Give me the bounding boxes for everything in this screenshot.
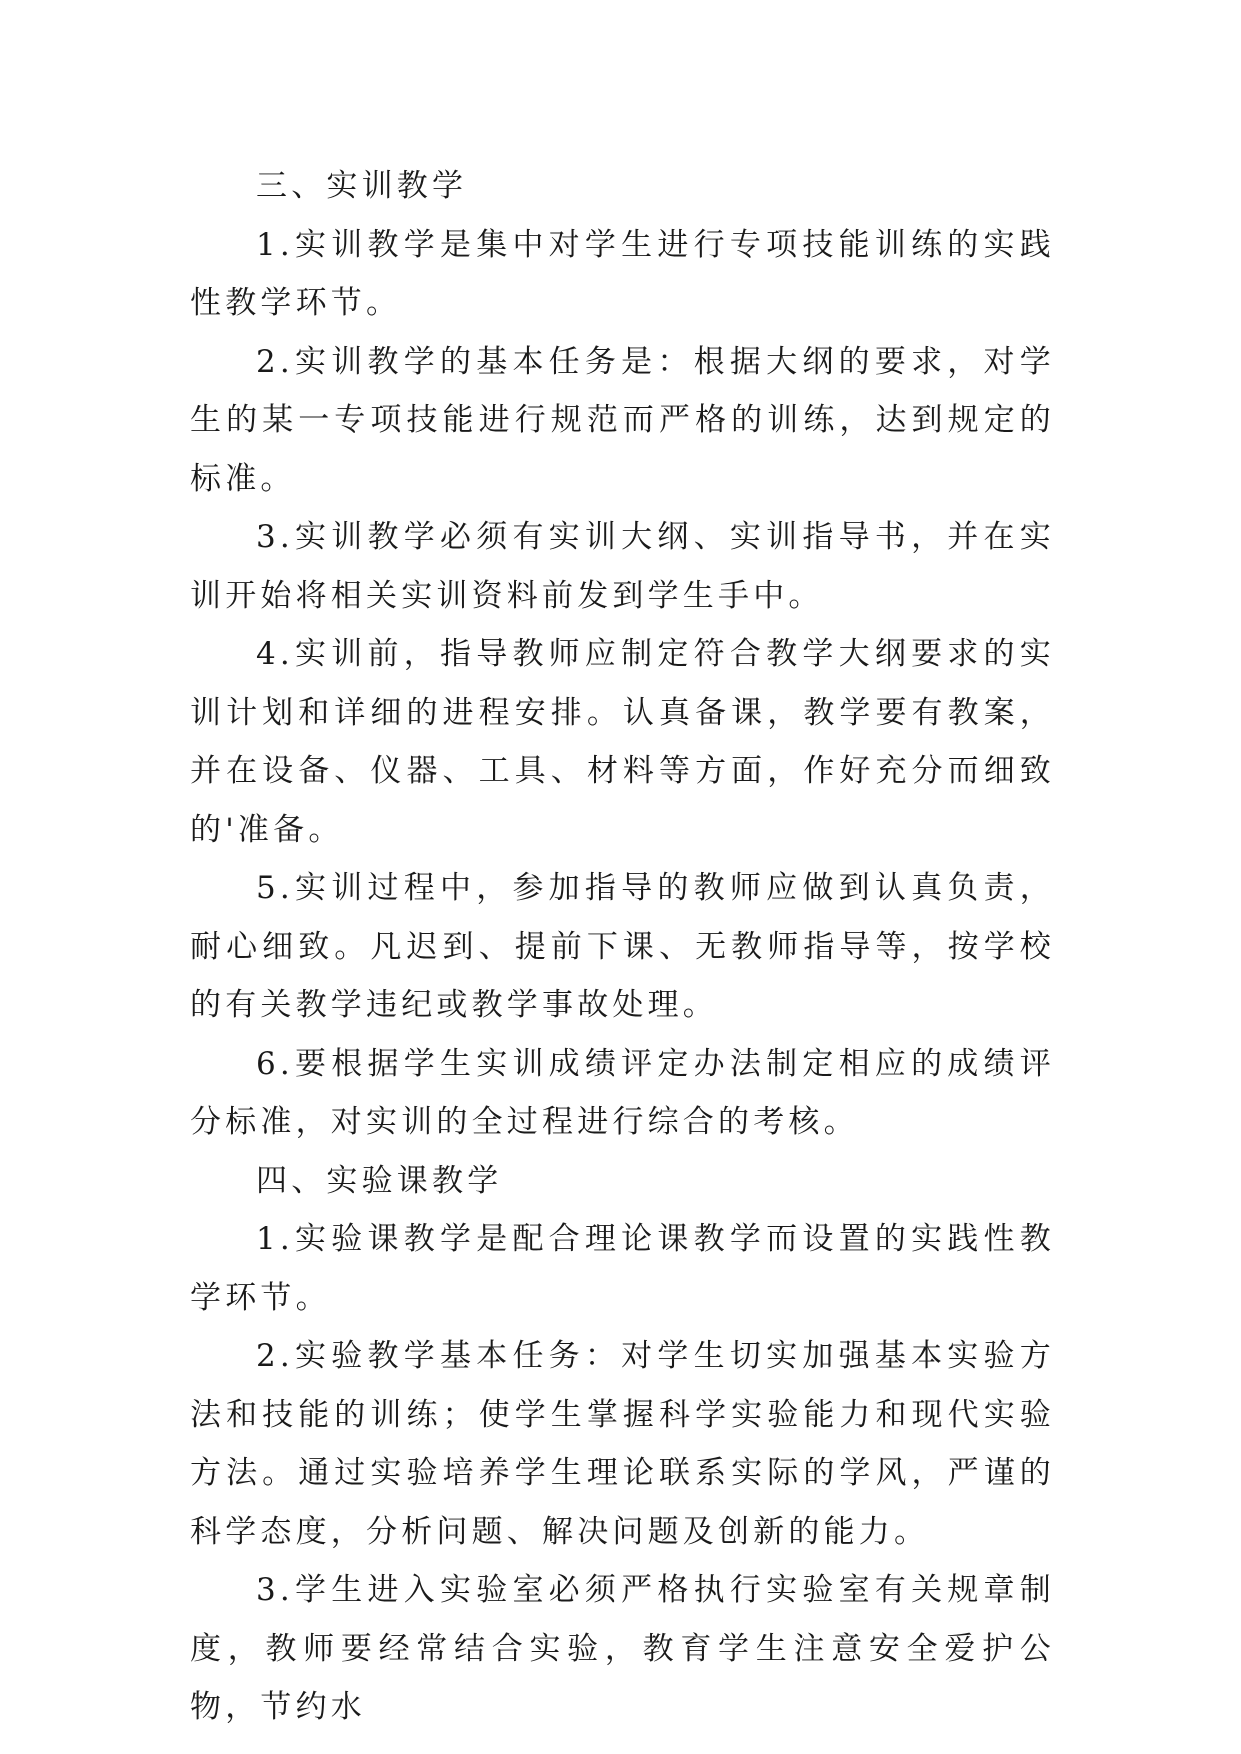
paragraph-7: 1.实验课教学是配合理论课教学而设置的实践性教学环节。 <box>190 1221 1055 1316</box>
section-heading-shiyan: 四、实验课教学 <box>256 1162 503 1199</box>
section-heading-shixun: 三、实训教学 <box>256 168 468 204</box>
document-body <box>190 157 1055 1737</box>
paragraph-5: 5.实训过程中，参加指导的教师应做到认真负责，耐心细致。凡迟到、提前下课、无教师指导等，按学校的有关教学违纪或教学事故处理。 <box>190 870 1055 1023</box>
paragraph-4: 4.实训前，指导教师应制定符合教学大纲要求的实训计划和详细的进程安排。认真备课，教学要有教案，并在设备、仪器、工具、材料等方面，作好充分而细致的'准备。 <box>190 636 1055 848</box>
paragraph-1: 1.实训教学是集中对学生进行专项技能训练的实践性教学环节。 <box>190 226 1055 321</box>
paragraph-3: 3.实训教学必须有实训大纲、实训指导书，并在实训开始将相关实训资料前发到学生手中。 <box>190 519 1055 614</box>
paragraph-2: 2.实训教学的基本任务是：根据大纲的要求，对学生的某一专项技能进行规范而严格的训练，达到规定的标准。 <box>190 343 1055 497</box>
paragraph-9: 3.学生进入实验室必须严格执行实验室有关规章制度，教师要经常结合实验，教育学生注意安全爱护公物，节约水 <box>190 1572 1055 1725</box>
paragraph-8: 2.实验教学基本任务：对学生切实加强基本实验方法和技能的训练；使学生掌握科学实验能力和现代实验方法。通过实验培养学生理论联系实际的学风，严谨的科学态度，分析问题、解决问题及创新的能力。 <box>190 1338 1055 1550</box>
paragraph-6: 6.要根据学生实训成绩评定办法制定相应的成绩评分标准，对实训的全过程进行综合的考核。 <box>190 1045 1055 1140</box>
